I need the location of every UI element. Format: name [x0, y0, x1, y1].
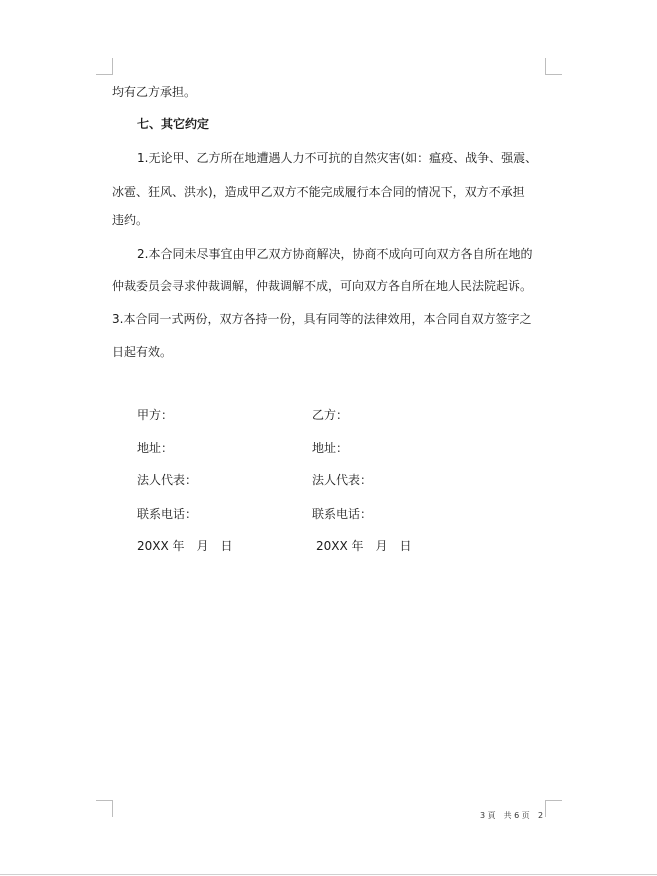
clause-3-line-1: 3.本合同一式两份，双方各持一份，具有同等的法律效用，本合同自双方签字之	[112, 312, 532, 326]
crop-mark-bottom-right	[545, 800, 562, 817]
crop-mark-top-left	[96, 58, 113, 75]
page-bottom-divider	[0, 874, 657, 875]
party-b-label: 乙方：	[312, 408, 349, 422]
paragraph-continuation: 均有乙方承担。	[112, 85, 197, 99]
clause-1-line-2: 冰雹、狂风、洪水)，造成甲乙双方不能完成履行本合同的情况下，双方不承担	[112, 185, 525, 199]
party-b-phone: 联系电话：	[312, 507, 373, 521]
party-b-address: 地址：	[312, 441, 349, 455]
crop-mark-bottom-left	[96, 800, 113, 817]
party-a-address: 地址：	[137, 441, 174, 455]
clause-3-line-2: 日起有效。	[112, 345, 173, 359]
party-a-label: 甲方：	[137, 408, 174, 422]
party-a-date: 20XX 年 月 日	[137, 539, 233, 553]
clause-2-line-2: 仲裁委员会寻求仲裁调解，仲裁调解不成，可向双方各自所在地人民法院起诉。	[112, 279, 533, 293]
party-a-phone: 联系电话：	[137, 507, 198, 521]
party-a-representative: 法人代表：	[137, 473, 198, 487]
party-b-date: 20XX 年 月 日	[316, 539, 412, 553]
footer-page-number: 2	[538, 811, 544, 820]
clause-1-line-3: 违约。	[112, 213, 149, 227]
clause-1-line-1: 1.无论甲、乙方所在地遭遇人力不可抗的自然灾害(如：瘟疫、战争、强震、	[137, 151, 538, 165]
crop-mark-top-right	[545, 58, 562, 75]
section-heading: 七、其它约定	[137, 117, 210, 131]
clause-2-line-1: 2.本合同未尽事宜由甲乙双方协商解决，协商不成向可向双方各自所在地的	[137, 247, 533, 261]
party-b-representative: 法人代表：	[312, 473, 373, 487]
footer-page-info: 3 頁 共 6 页	[480, 811, 530, 820]
